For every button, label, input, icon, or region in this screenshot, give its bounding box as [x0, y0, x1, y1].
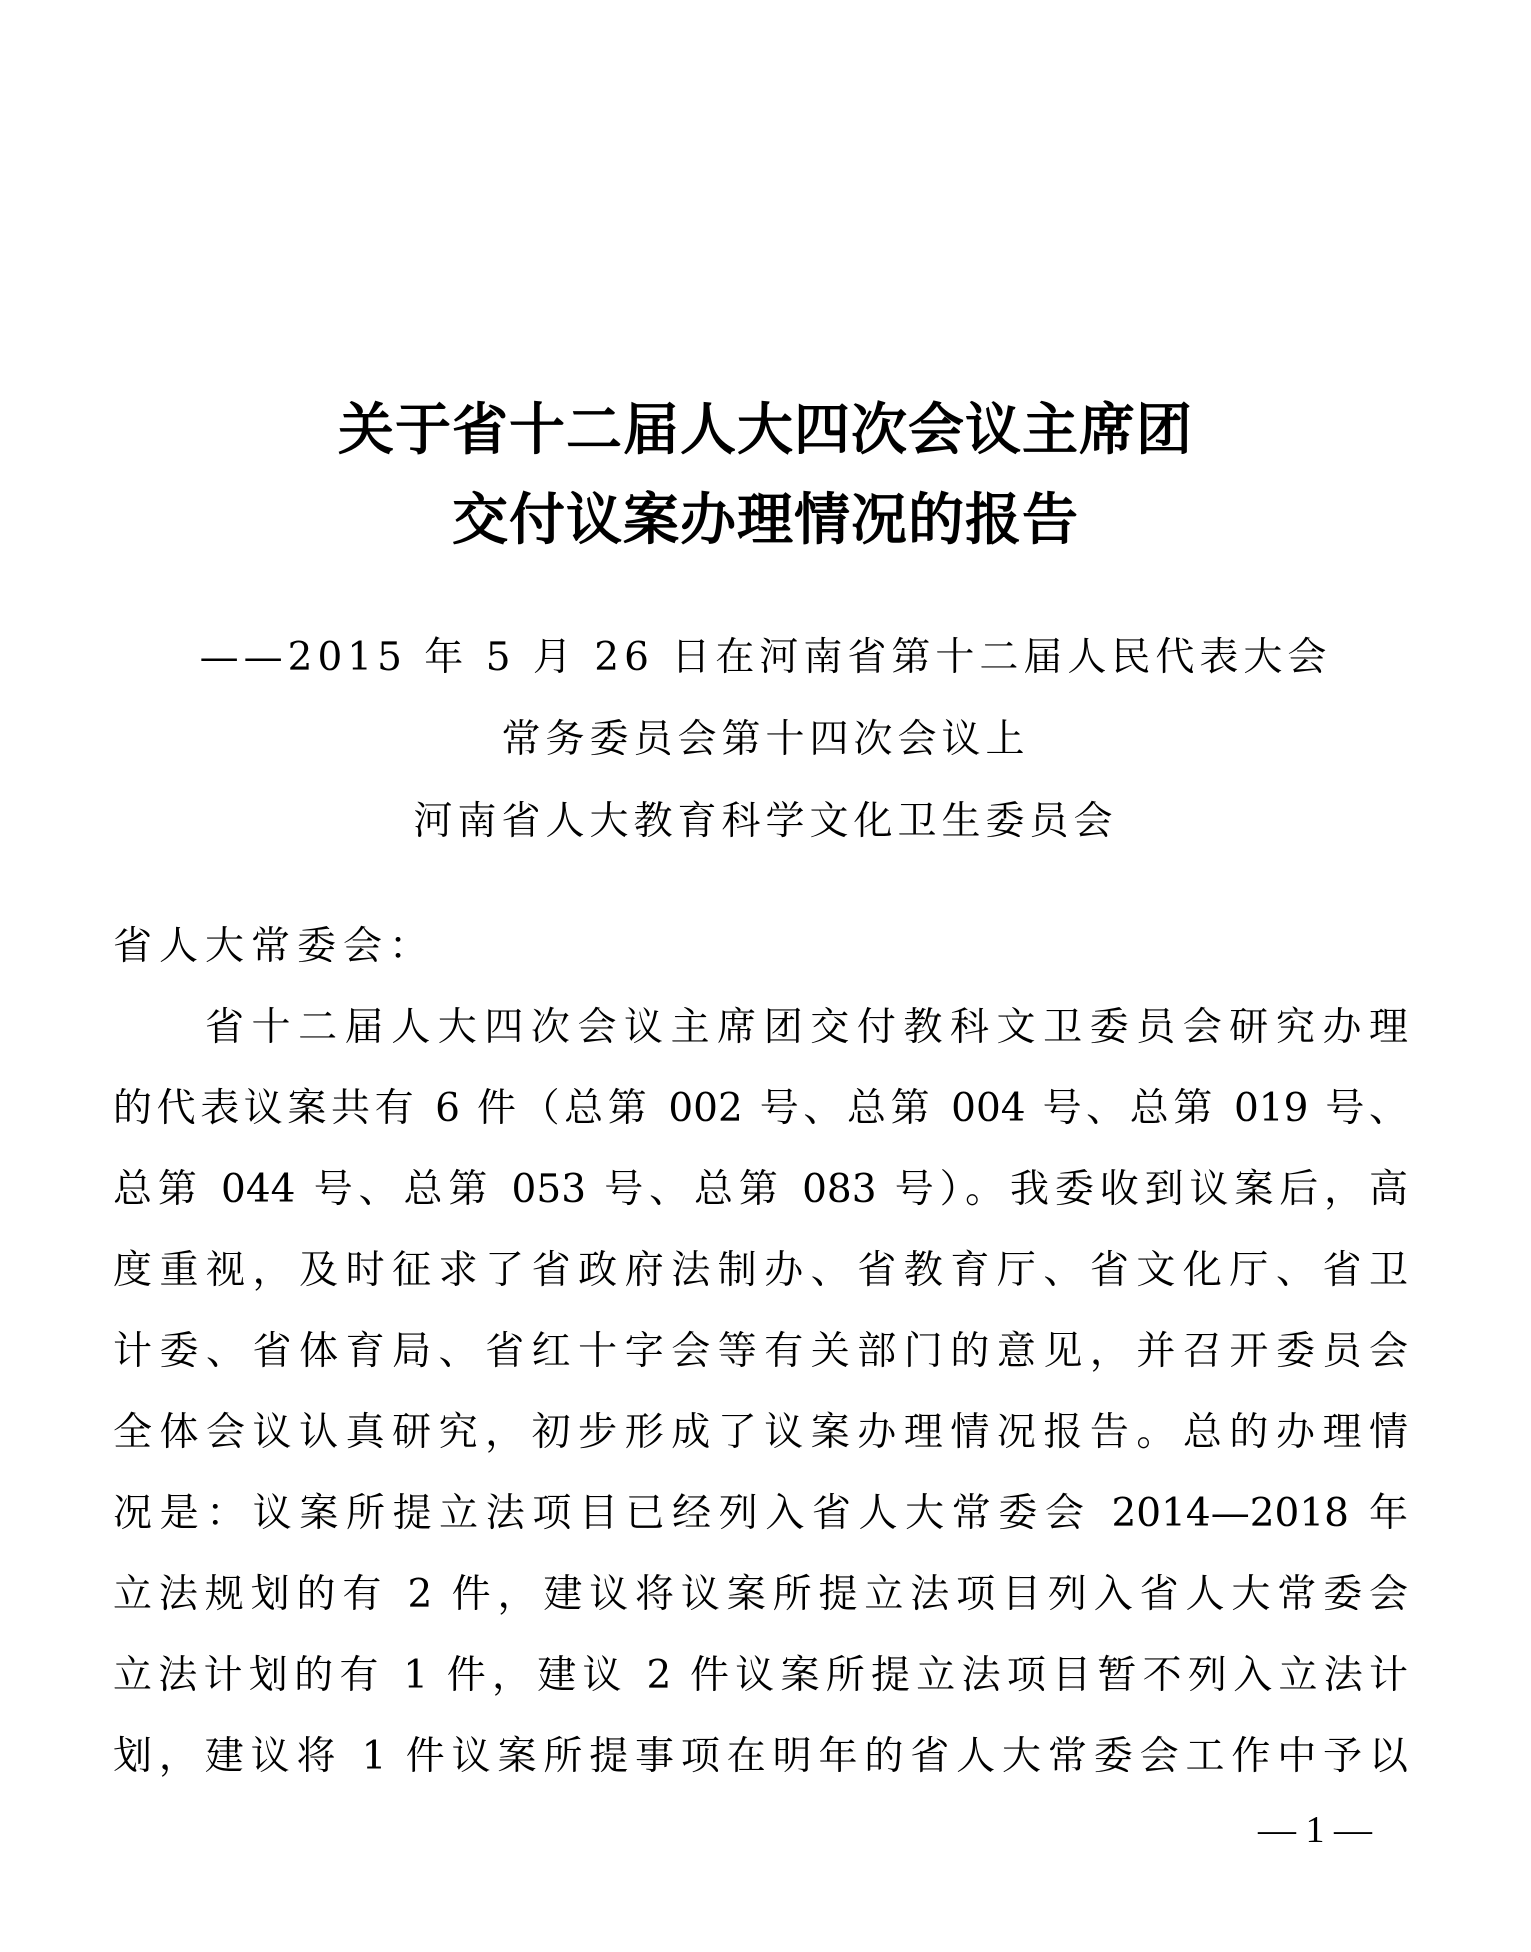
- report-title: [0, 385, 1531, 565]
- subtitle-line-2: 常务委员会第十四次会议上: [501, 717, 1030, 762]
- title-line-1: 关于省十二届人大四次会议主席团: [338, 397, 1193, 463]
- body-line: 度重视，及时征求了省政府法制办、省教育厅、省文化厅、省卫: [113, 1248, 1408, 1293]
- body-line: 况是：议案所提立法项目已经列入省人大常委会 2014—2018 年: [113, 1491, 1408, 1536]
- body-line: 划，建议将 1 件议案所提事项在明年的省人大常委会工作中予以: [113, 1734, 1408, 1779]
- title-line-2: 交付议案办理情况的报告: [452, 487, 1079, 553]
- page-number: — 1 —: [1258, 1809, 1372, 1851]
- body-line: 总第 044 号、总第 053 号、总第 083 号）。我委收到议案后，高: [113, 1167, 1408, 1212]
- report-subtitle: [0, 617, 1531, 863]
- body-line: 立法规划的有 2 件，建议将议案所提立法项目列入省人大常委会: [113, 1572, 1408, 1617]
- report-body: [113, 906, 1408, 1797]
- body-line: 全体会议认真研究，初步形成了议案办理情况报告。总的办理情: [113, 1410, 1408, 1455]
- body-line: 的代表议案共有 6 件（总第 002 号、总第 004 号、总第 019 号、: [113, 1086, 1408, 1131]
- body-line: 省十二届人大四次会议主席团交付教科文卫委员会研究办理: [205, 1005, 1408, 1050]
- subtitle-line-3: 河南省人大教育科学文化卫生委员会: [413, 799, 1118, 844]
- salutation: 省人大常委会：: [113, 924, 436, 969]
- body-line: 计委、省体育局、省红十字会等有关部门的意见，并召开委员会: [113, 1329, 1408, 1374]
- subtitle-line-1: ——2015 年 5 月 26 日在河南省第十二届人民代表大会: [199, 635, 1332, 680]
- body-line: 立法计划的有 1 件，建议 2 件议案所提立法项目暂不列入立法计: [113, 1653, 1408, 1698]
